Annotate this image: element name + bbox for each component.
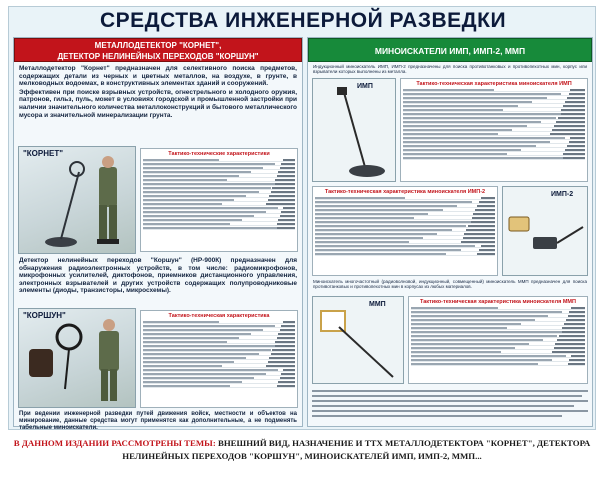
kornet-spec-title: Тактико-технические характеристики <box>168 151 270 157</box>
left-footer-text: При ведении инженерной разведки путей движения войск, местности и объектов на минирование, данные средства могут применятся как дополнительные, а не подменять табельные миноискатели. <box>19 411 297 431</box>
bottom-caption-rest: ВНЕШНИЙ ВИД, НАЗНАЧЕНИЕ И ТТХ МЕТАЛЛОДЕТЕКТОРА "КОРНЕТ", ДЕТЕКТОРА НЕЛИНЕЙНЫХ ПЕРЕХОДОВ "КОРШУН", МИНОИСКАТЕЛЕЙ ИМП, ИМП-2, ММП... <box>122 438 591 461</box>
spec-row <box>143 384 295 388</box>
imp2-spec-rows <box>315 196 495 256</box>
imp-spec-rows <box>403 88 585 160</box>
spec-row <box>403 156 585 160</box>
kornet-spec-rows <box>143 158 295 230</box>
mmp-label: ММП <box>369 301 386 308</box>
korshun-spec-title: Тактико-техническая характеристика <box>168 313 270 319</box>
kornet-description <box>14 65 302 119</box>
korshun-spec-table <box>140 310 298 408</box>
spec-row <box>315 252 495 256</box>
kornet-intro: Металлодетектор "Корнет" предназначен для селективного поиска предметов, содержащих детали из черных и цветных металлов, на воздухе, в грунте, в мелководных водоемах, в конструктивных элементах зданий и сооружений. <box>19 65 297 88</box>
imp-spec-table <box>400 78 588 182</box>
mmp-spec-table <box>408 296 588 384</box>
imp-illustration <box>313 79 397 183</box>
kornet-illustration <box>19 147 137 255</box>
imp2-spec-table <box>312 186 498 276</box>
imp-intro: Индукционный миноискатель ИМП, ИМП-2 предназначены для поиска противотанковых и противопехотных мин, корпус или взрыватели которых выполнены из металла. <box>313 64 587 75</box>
bottom-caption <box>8 437 596 462</box>
left-footer <box>14 411 302 432</box>
right-panel-header: МИНОИСКАТЕЛИ ИМП, ИМП-2, ММП <box>308 38 592 62</box>
left-panel <box>13 37 303 431</box>
korshun-illustration <box>19 309 137 409</box>
imp2-illustration <box>503 187 589 277</box>
fine-print-lines <box>312 388 588 424</box>
imp2-spec-title: Тактико-техническая характеристика миноискателя ИМП-2 <box>324 189 486 195</box>
mmp-footer-block <box>312 388 588 424</box>
spec-row <box>143 226 295 230</box>
imp-description <box>308 64 592 75</box>
kornet-photo <box>18 146 136 254</box>
mmp-illustration <box>313 297 405 385</box>
imp2-photo <box>502 186 588 276</box>
left-panel-header <box>14 38 302 62</box>
mmp-description <box>308 279 592 290</box>
spec-row <box>411 362 585 366</box>
kornet-spec-table <box>140 148 298 252</box>
kornet-label: "КОРНЕТ" <box>23 149 64 158</box>
bottom-caption-lead: В ДАННОМ ИЗДАНИИ РАССМОТРЕНЫ ТЕМЫ: <box>13 438 216 448</box>
korshun-spec-rows <box>143 320 295 388</box>
right-panel <box>307 37 593 427</box>
imp-label: ИМП <box>357 83 373 90</box>
imp-spec-title: Тактико-техническая характеристика миноискателя ИМП <box>416 81 572 87</box>
mmp-photo <box>312 296 404 384</box>
left-header-line1: МЕТАЛЛОДЕТЕКТОР "КОРНЕТ", <box>94 41 222 50</box>
mmp-spec-rows <box>411 306 585 366</box>
korshun-photo <box>18 308 136 408</box>
korshun-intro: Детектор нелинейных переходов "Коршун" (НР-900К) предназначен для обнаружения радиоэлектронных устройств, в том числе: радиомикрофонов, микрофонных усилителей, диктофонов, приемников дистанционного управления, электронных взрывателей и других устройств содержащих полупроводниковые элементы (диоды, транзисторы, микросхемы). <box>19 257 297 295</box>
left-header-line2: ДЕТЕКТОР НЕЛИНЕЙНЫХ ПЕРЕХОДОВ "КОРШУН" <box>57 52 259 61</box>
mmp-intro: Миноискатель многочастотный (радиоволновой, индукционный, совмещенный) миноискатель ММП предназначен для поиска противотанковых и противопехотных мин в корпусах из любых материалов. <box>313 279 587 290</box>
mmp-spec-title: Тактико-техническая характеристика миноискателя ММП <box>420 299 576 305</box>
imp2-label: ИМП-2 <box>551 191 574 198</box>
imp-photo <box>312 78 396 182</box>
poster <box>8 6 596 430</box>
kornet-intro-2: Эффективен при поиске взрывных устройств, огнестрельного и холодного оружия, патронов, гильз, пуль, может в условиях городской и промышленной застройки при наличии значительного количества металлоконструкций и бытового металлического мусора и значительной минерализации грунта. <box>19 88 297 119</box>
korshun-description <box>14 257 302 295</box>
poster-title: СРЕДСТВА ИНЖЕНЕРНОЙ РАЗВЕДКИ <box>99 9 507 32</box>
korshun-label: "КОРШУН" <box>23 311 66 320</box>
